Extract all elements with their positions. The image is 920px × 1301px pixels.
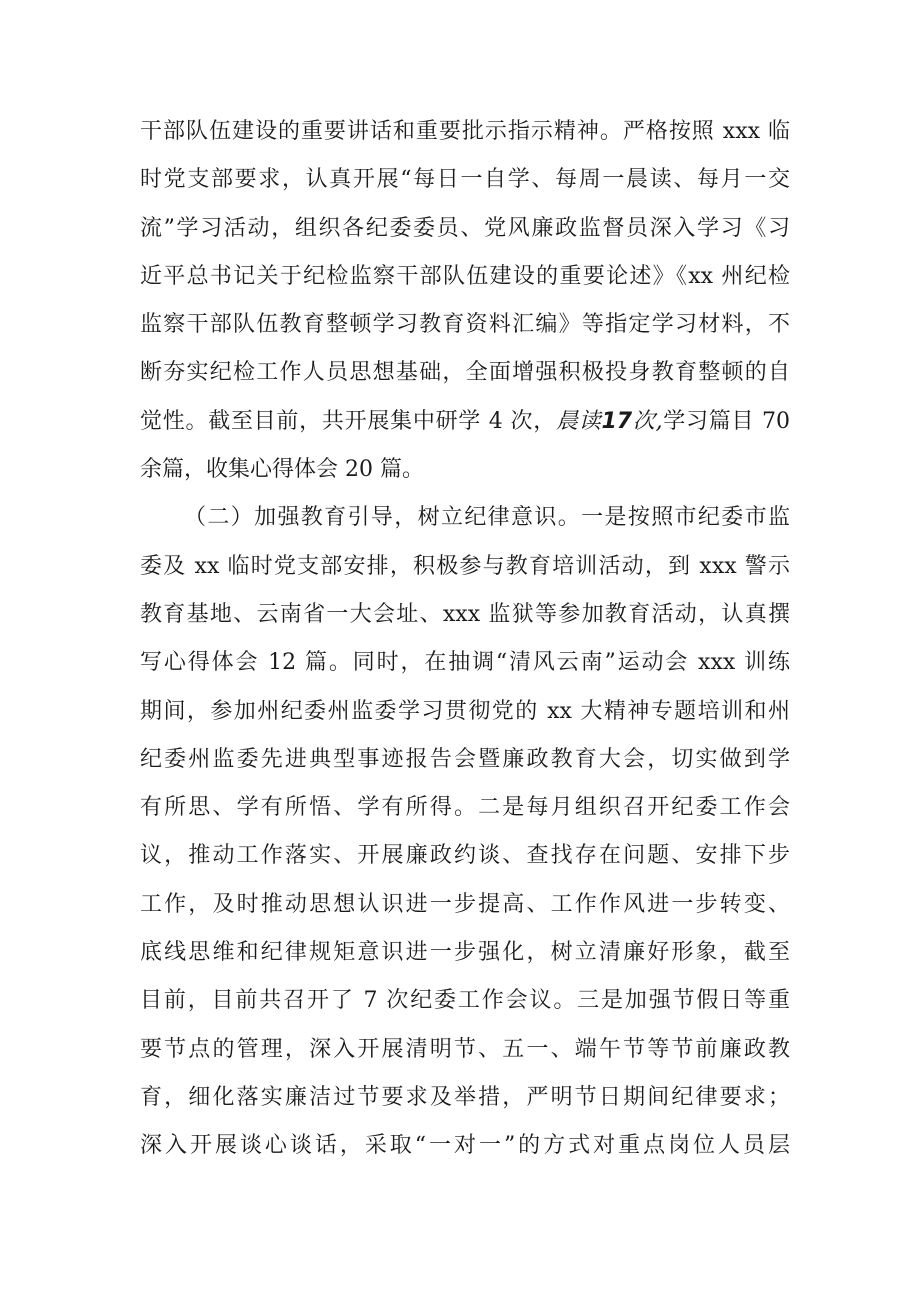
text-line: 要节点的管理，深入开展清明节、五一、端午节等节前廉政教 (140, 1036, 790, 1062)
text-line: 监察干部队伍教育整顿学习教育资料汇编》等指定学习材料，不 (140, 312, 790, 338)
text-line: 底线思维和纪律规矩意识进一步强化，树立清廉好形象，截至 (140, 940, 790, 966)
text-line: 余篇，收集心得体会 20 篇。 (140, 457, 424, 483)
stats-text-italic-1: 晨读 (555, 408, 602, 434)
section-heading-line: （二）加强教育引导，树立纪律意识。一是按照市纪委市监 (184, 505, 790, 531)
text-line: 工作，及时推动思想认识进一步提高、工作作风进一步转变、 (140, 891, 790, 917)
body-text (140, 108, 790, 1171)
text-line: 有所思、学有所悟、学有所得。二是每月组织召开纪委工作会 (140, 795, 790, 821)
text-line: 教育基地、云南省一大会址、xxx 监狱等参加教育活动，认真撰 (140, 601, 790, 627)
text-line: 干部队伍建设的重要讲话和重要批示指示精神。严格按照 xxx 临 (140, 119, 790, 144)
stats-text-post: 学习篇目 70 (662, 408, 790, 434)
stats-text-pre: 觉性。截至目前，共开展集中研学 4 次， (140, 408, 556, 434)
text-line: 议，推动工作落实、开展廉政约谈、查找存在问题、安排下步 (140, 843, 790, 869)
text-line: 时党支部要求，认真开展“每日一自学、每周一晨读、每月一交 (140, 167, 790, 193)
text-line: 写心得体会 12 篇。同时，在抽调“清风云南”运动会 xxx 训练 (140, 650, 790, 676)
text-line: 近平总书记关于纪检监察干部队伍建设的重要论述》《xx 州纪检 (140, 263, 790, 289)
text-line: 目前，目前共召开了 7 次纪委工作会议。三是加强节假日等重 (140, 988, 790, 1014)
text-line: 深入开展谈心谈话，采取“一对一”的方式对重点岗位人员层 (140, 1133, 790, 1159)
text-line-stats (140, 398, 790, 446)
text-line: 育，细化落实廉洁过节要求及举措，严明节日期间纪律要求； (140, 1084, 790, 1110)
text-line: 委及 xx 临时党支部安排，积极参与教育培训活动，到 xxx 警示 (140, 553, 790, 579)
stats-text-italic-number: 17 (601, 408, 633, 434)
text-line: 期间，参加州纪委州监委学习贯彻党的 xx 大精神专题培训和州 (140, 698, 790, 724)
stats-text-italic-2: 次, (632, 408, 663, 434)
text-line: 流”学习活动，组织各纪委委员、党风廉政监督员深入学习《习 (140, 215, 790, 241)
text-line: 纪委州监委先进典型事迹报告会暨廉政教育大会，切实做到学 (140, 746, 790, 772)
text-line: 断夯实纪检工作人员思想基础，全面增强积极投身教育整顿的自 (140, 360, 790, 386)
